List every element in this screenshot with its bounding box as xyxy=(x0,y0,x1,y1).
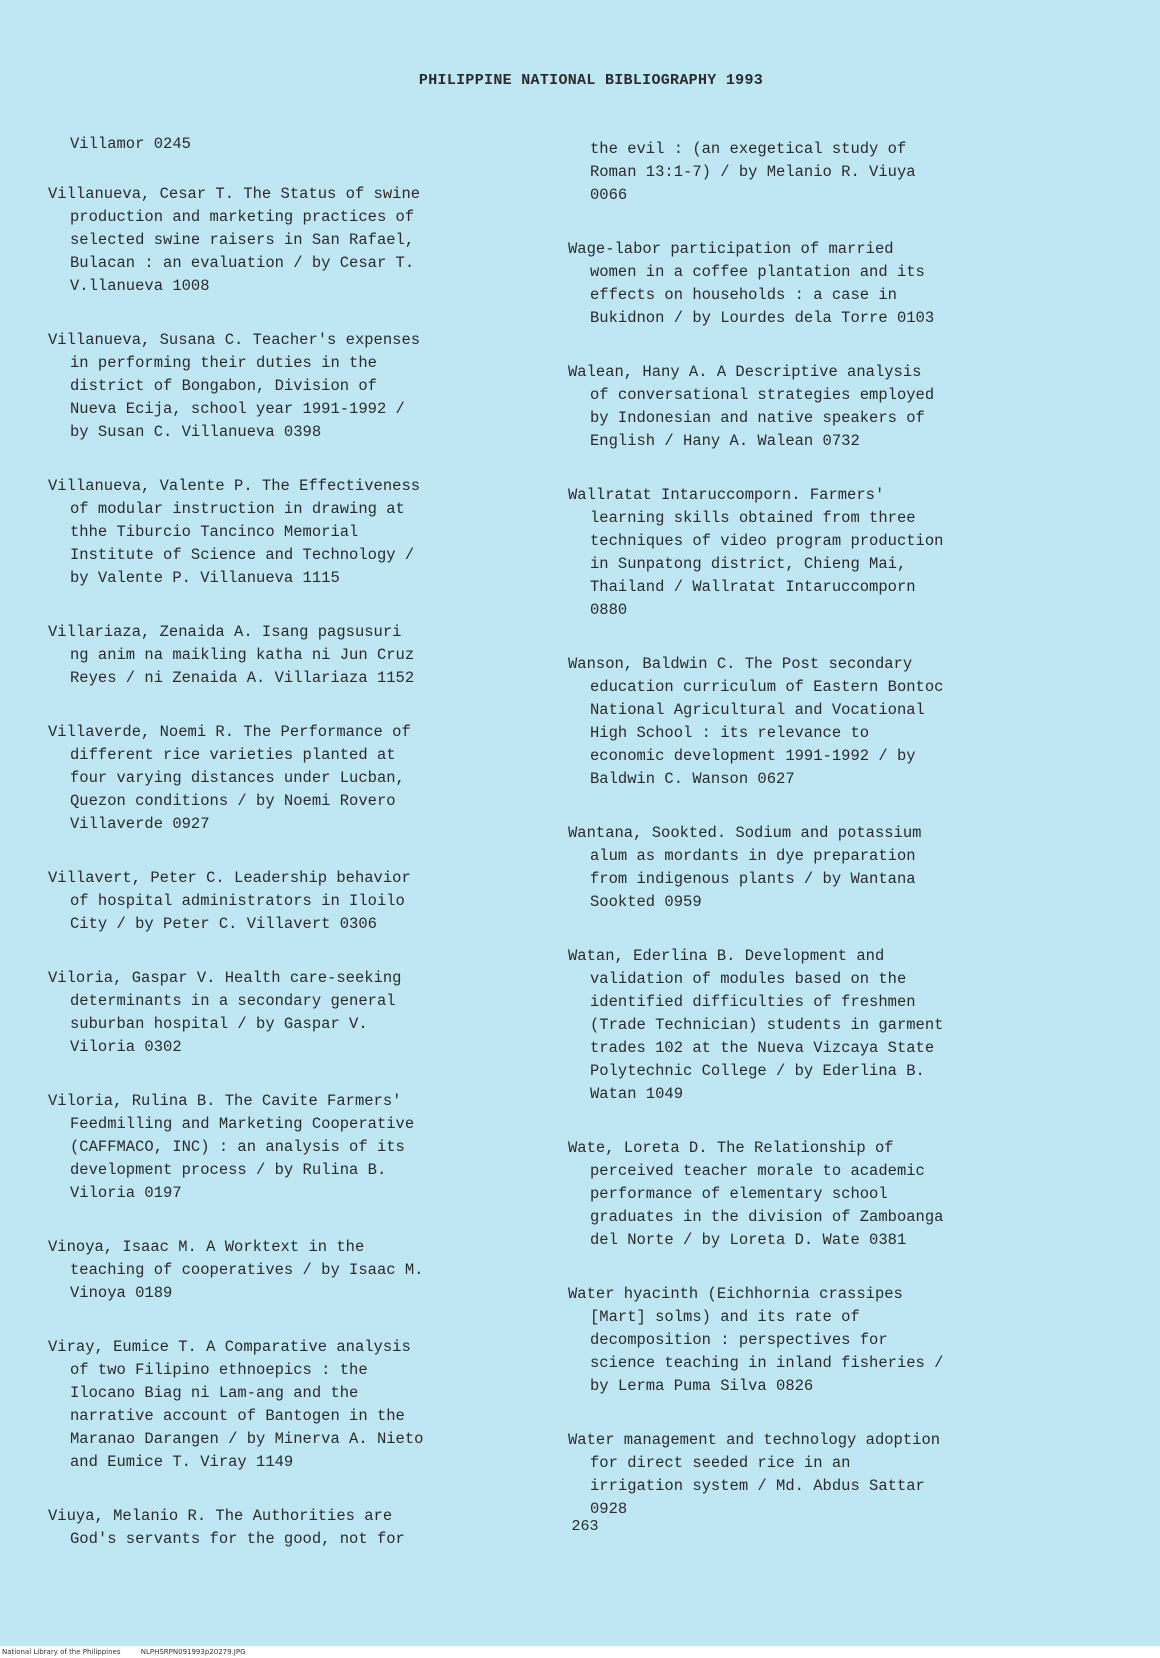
bibliography-entry: Wanson, Baldwin C. The Post secondary education curriculum of Eastern Bontoc National Agricultural and Vocational High School : its relevance to economic development 1991-1992 / by Baldwin C. Wanson 0627 xyxy=(568,655,944,788)
bibliography-entry: Villanueva, Valente P. The Effectiveness of modular instruction in drawing at thhe Tiburcio Tancinco Memorial Institute of Science and Technology / by Valente P. Villanueva 1115 xyxy=(48,477,421,587)
footer-library: National Library of the Philippines xyxy=(2,1648,121,1656)
bibliography-entry: Viuya, Melanio R. The Authorities are God's servants for the good, not for xyxy=(48,1507,405,1548)
bibliography-entry: Villavert, Peter C. Leadership behavior of hospital administrators in Iloilo City / by Peter C. Villavert 0306 xyxy=(48,869,411,933)
bibliography-entry: Water hyacinth (Eichhornia crassipes [Mart] solms) and its rate of decomposition : perspectives for science teaching in inland fisheries / by Lerma Puma Silva 0826 xyxy=(568,1285,944,1395)
bibliography-entry: Wate, Loreta D. The Relationship of perceived teacher morale to academic performance of elementary school graduates in the division of Zamboanga del Norte / by Loreta D. Wate 0381 xyxy=(568,1139,944,1249)
bibliography-entry: Villanueva, Susana C. Teacher's expenses in performing their duties in the district of Bongabon, Division of Nueva Ecija, school year 1991-1992 / by Susan C. Villanueva 0398 xyxy=(48,331,421,441)
bibliography-entry: Viray, Eumice T. A Comparative analysis of two Filipino ethnoepics : the Ilocano Biag ni Lam-ang and the narrative account of Bantogen in the Maranao Darangen / by Minerva A. Nieto and Eumice T. Viray 1149 xyxy=(48,1338,424,1471)
bibliography-entry: Wage-labor participation of married women in a coffee plantation and its effects on households : a case in Bukidnon / by Lourdes dela Torre 0103 xyxy=(568,240,935,327)
bibliography-entry: Watan, Ederlina B. Development and validation of modules based on the identified difficulties of freshmen (Trade Technician) students in garment trades 102 at the Nueva Vizcaya State Polytechnic College / by Ederlina B. Watan 1049 xyxy=(568,947,944,1103)
bibliography-entry: Viloria, Rulina B. The Cavite Farmers' Feedmilling and Marketing Cooperative (CAFFMACO, INC) : an analysis of its development process / by Rulina B. Viloria 0197 xyxy=(48,1092,415,1202)
page-header: PHILIPPINE NATIONAL BIBLIOGRAPHY 1993 xyxy=(418,72,764,89)
bibliography-entry: Villariaza, Zenaida A. Isang pagsusuri ng anim na maikling katha ni Jun Cruz Reyes / ni Zenaida A. Villariaza 1152 xyxy=(48,623,415,687)
bibliography-entry: Wantana, Sookted. Sodium and potassium alum as mordants in dye preparation from indigenous plants / by Wantana Sookted 0959 xyxy=(568,824,922,911)
scan-footer xyxy=(0,1646,1160,1658)
bibliography-entry: Villanueva, Cesar T. The Status of swine production and marketing practices of selected swine raisers in San Rafael, Bulacan : an evaluation / by Cesar T. V.llanueva 1008 xyxy=(48,185,421,295)
entry-heading: Villamor 0245 xyxy=(70,135,191,153)
footer-filename: NLPHSRPN091993p20279.JPG xyxy=(140,1648,246,1656)
bibliography-entry: Vinoya, Isaac M. A Worktext in the teaching of cooperatives / by Isaac M. Vinoya 0189 xyxy=(48,1238,424,1302)
entry-continuation: the evil : (an exegetical study of Roman 13:1-7) / by Melanio R. Viuya 0066 xyxy=(590,140,916,204)
left-column xyxy=(48,133,538,1582)
bibliography-entry: Wallratat Intaruccomporn. Farmers' learning skills obtained from three techniques of video program production in Sunpatong district, Chieng Mai, Thailand / Wallratat Intaruccomporn 0880 xyxy=(568,486,944,619)
right-column xyxy=(568,133,1058,1552)
bibliography-entry: Viloria, Gaspar V. Health care-seeking determinants in a secondary general suburban hospital / by Gaspar V. Viloria 0302 xyxy=(48,969,402,1056)
page-number: 263 xyxy=(571,1518,599,1535)
bibliography-entry: Villaverde, Noemi R. The Performance of different rice varieties planted at four varying distances under Lucban, Quezon conditions / by Noemi Rovero Villaverde 0927 xyxy=(48,723,411,833)
bibliography-entry: Walean, Hany A. A Descriptive analysis of conversational strategies employed by Indonesian and native speakers of English / Hany A. Walean 0732 xyxy=(568,363,935,450)
bibliography-entry: Water management and technology adoption for direct seeded rice in an irrigation system / Md. Abdus Sattar 0928 xyxy=(568,1431,941,1518)
